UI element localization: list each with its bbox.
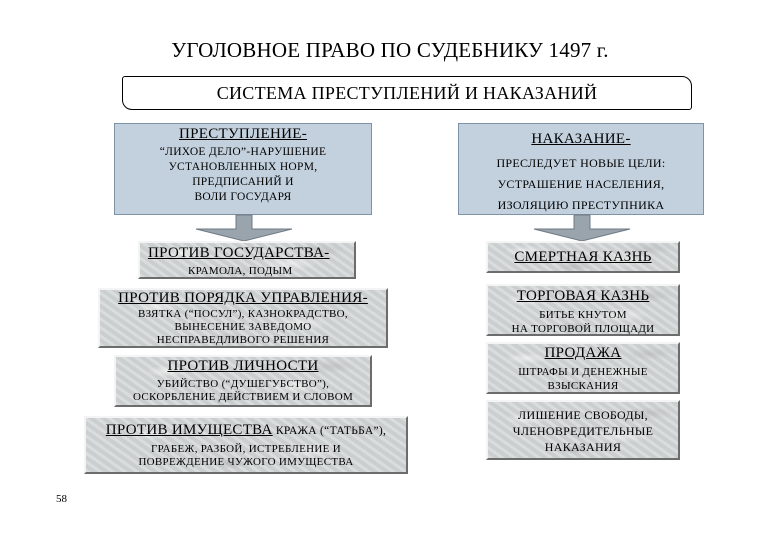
crime-category-detail: УБИЙСТВО (“ДУШЕГУБСТВО”),: [156, 378, 330, 390]
crime-heading: ПРЕСТУПЛЕНИЕ-: [178, 126, 308, 142]
crime-category-detail: КРАМОЛА, ПОДЫМ: [188, 265, 293, 277]
crime-category-heading: ПРОТИВ ЛИЧНОСТИ: [167, 358, 319, 374]
system-banner-text: СИСТЕМА ПРЕСТУПЛЕНИЙ И НАКАЗАНИЙ: [216, 82, 598, 103]
crime-line: “ЛИХОЕ ДЕЛО”-НАРУШЕНИЕ: [159, 146, 327, 158]
crime-category-detail: ОСКОРБЛЕНИЕ ДЕЙСТВИЕМ И СЛОВОМ: [132, 391, 354, 403]
punishment-trade: [486, 284, 680, 336]
crime-category-heading-suffix: КРАЖА (“ТАТЬБА”),: [272, 425, 387, 437]
crime-category-property: [84, 416, 408, 474]
crime-category-heading: ПРОТИВ ИМУЩЕСТВА: [105, 422, 273, 438]
punishment-imprisonment: [486, 400, 680, 460]
crime-category-state: [138, 241, 356, 279]
right-arrow-icon: [534, 215, 630, 241]
punishment-category-detail: НА ТОРГОВОЙ ПЛОЩАДИ: [511, 323, 655, 335]
punishment-category-detail: НАКАЗАНИЯ: [544, 440, 622, 454]
punishment-category-heading: СМЕРТНАЯ КАЗНЬ: [514, 249, 652, 265]
page-number: 58: [56, 493, 67, 505]
crime-category-detail: ПОВРЕЖДЕНИЕ ЧУЖОГО ИМУЩЕСТВА: [138, 456, 354, 468]
punishment-line: УСТРАШЕНИЕ НАСЕЛЕНИЯ,: [497, 177, 665, 191]
punishment-category-detail: ВЗЫСКАНИЯ: [547, 380, 619, 392]
crime-category-heading: ПРОТИВ ПОРЯДКА УПРАВЛЕНИЯ-: [118, 290, 368, 306]
crime-category-detail: НЕСПРАВЕДЛИВОГО РЕШЕНИЯ: [156, 334, 330, 346]
punishment-sale: [486, 342, 680, 394]
crime-category-detail: ГРАБЕЖ, РАЗБОЙ, ИСТРЕБЛЕНИЕ И: [151, 443, 341, 455]
crime-line: УСТАНОВЛЕННЫХ НОРМ,: [168, 161, 318, 173]
crime-category-person: [114, 355, 372, 407]
crime-line: ВОЛИ ГОСУДАРЯ: [194, 191, 292, 203]
crime-category-administration: [98, 288, 388, 348]
punishment-category-heading: ТОРГОВАЯ КАЗНЬ: [516, 288, 650, 304]
punishment-heading: НАКАЗАНИЕ-: [531, 131, 631, 147]
punishment-category-detail: ЛИШЕНИЕ СВОБОДЫ,: [518, 408, 648, 422]
crime-category-detail: ВЫНЕСЕНИЕ ЗАВЕДОМО: [174, 321, 312, 333]
punishment-category-detail: БИТЬЕ КНУТОМ: [539, 309, 627, 321]
left-arrow-icon: [196, 215, 292, 241]
crime-line: ПРЕДПИСАНИЙ И: [192, 176, 294, 188]
crime-category-detail: ВЗЯТКА (“ПОСУЛ”), КАЗНОКРАДСТВО,: [138, 308, 348, 320]
punishment-category-detail: ЧЛЕНОВРЕДИТЕЛЬНЫЕ: [512, 424, 654, 438]
punishment-category-heading: ПРОДАЖА: [544, 345, 622, 361]
punishment-line: ПРЕСЛЕДУЕТ НОВЫЕ ЦЕЛИ:: [496, 156, 666, 170]
punishment-death: [486, 241, 680, 273]
page-title: УГОЛОВНОЕ ПРАВО ПО СУДЕБНИКУ 1497 г.: [171, 38, 609, 62]
punishment-line: ИЗОЛЯЦИЮ ПРЕСТУПНИКА: [497, 198, 665, 212]
crime-category-heading: ПРОТИВ ГОСУДАРСТВА-: [148, 245, 330, 261]
punishment-category-detail: ШТРАФЫ И ДЕНЕЖНЫЕ: [518, 366, 648, 378]
